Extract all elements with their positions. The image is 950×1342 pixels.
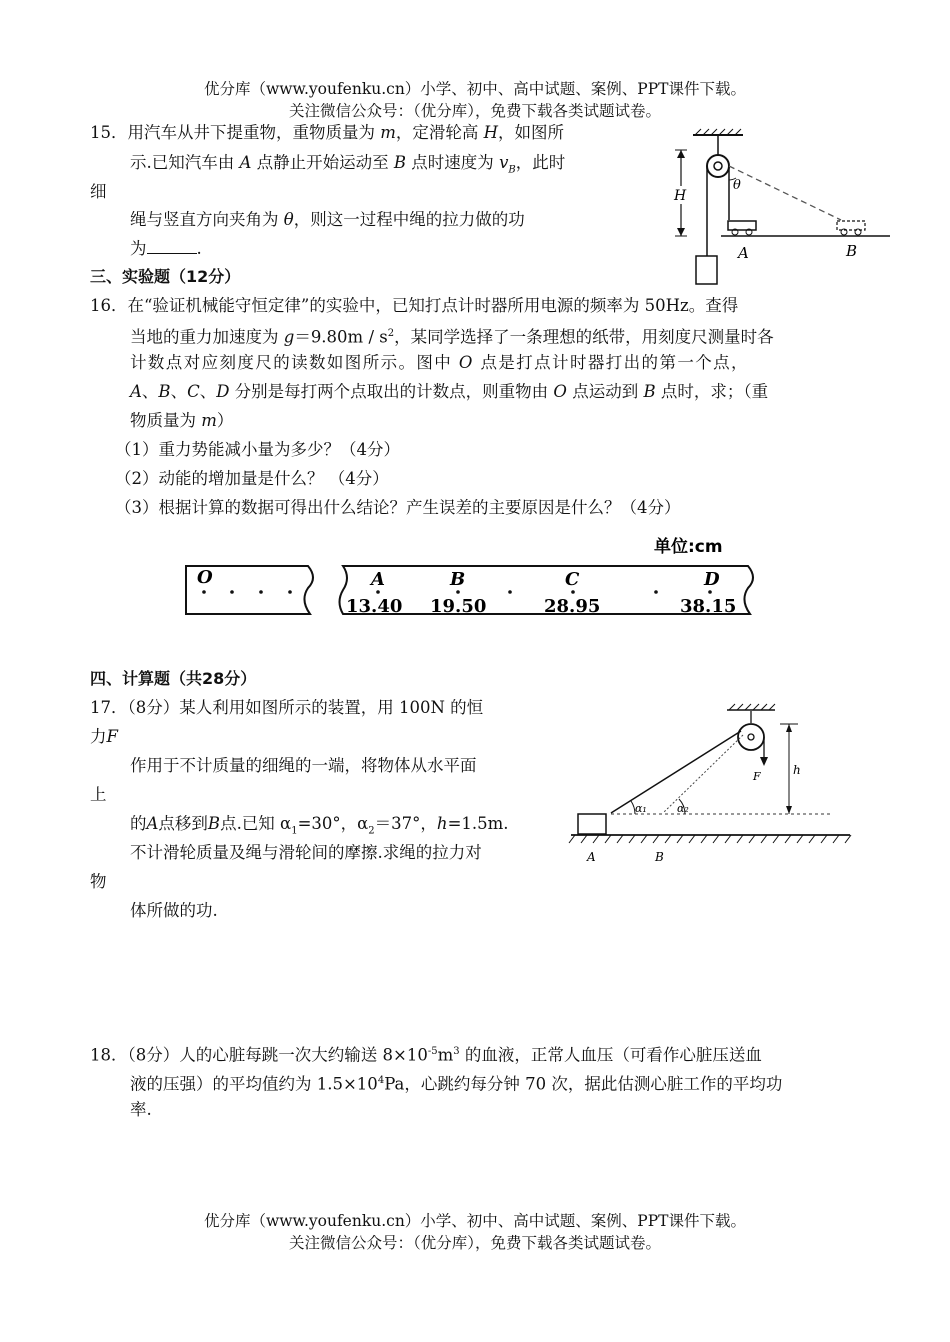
q16-text: ） — [216, 411, 234, 430]
var-F: F — [106, 727, 118, 746]
point-O-label: O — [197, 567, 213, 588]
q16-line-1 — [90, 294, 738, 318]
figure-17-pulley — [565, 698, 860, 868]
section-4-title: 四、计算题（共28分） — [90, 669, 257, 688]
q16-part-1: （1）重力势能减小量为多少？（4分） — [115, 440, 400, 459]
q17-line-1 — [90, 696, 483, 720]
point-A-label: A — [371, 569, 385, 590]
var-B: B — [393, 153, 407, 172]
block — [578, 814, 606, 834]
q16-line-5 — [130, 409, 233, 433]
q16-part-2: （2）动能的增加量是什么？ （4分） — [115, 469, 389, 488]
alpha1-label: α₁ — [635, 802, 647, 815]
ground-hatch — [569, 835, 851, 843]
superscript: -5 — [427, 1046, 438, 1057]
q15-text: ，如图所 — [498, 123, 565, 142]
q15-text: 点静止开始运动至 — [251, 153, 394, 172]
q18-text: 液的压强）的平均值约为 1.5×10 — [130, 1074, 378, 1094]
car-b — [837, 221, 865, 230]
B-label: B — [655, 850, 664, 864]
var-A: A — [130, 382, 142, 401]
pulley-wheel — [707, 155, 729, 177]
pulley-axle — [714, 162, 722, 170]
var-D: D — [216, 382, 230, 401]
superscript: 2 — [387, 328, 395, 339]
rope-to-B — [663, 735, 743, 813]
q16-number: 16． — [90, 296, 128, 315]
q16-line-4 — [130, 380, 768, 404]
force-arrow — [760, 757, 768, 766]
figure-16-paper-tape — [178, 530, 768, 622]
superscript: 4 — [377, 1075, 385, 1086]
q17-line-6: 不计滑轮质量及绳与滑轮间的摩擦.求绳的拉力对 — [130, 843, 482, 862]
var-O: O — [553, 382, 567, 401]
A-label: A — [738, 244, 749, 262]
subscript: 1 — [291, 825, 298, 837]
var-A: A — [146, 814, 159, 833]
weight — [696, 256, 717, 284]
q16-text: ，某同学选择了一条理想的纸带，用刻度尺测量时各 — [394, 327, 774, 347]
q16-text: 点是打点计时器打出的第一个点， — [473, 353, 749, 372]
q15-text: 用汽车从井下提重物，重物质量为 — [127, 123, 381, 142]
rope-to-car-b — [729, 166, 841, 220]
q17-text: 点移到 — [158, 814, 208, 833]
var-A: A — [239, 153, 252, 172]
point-C-label: C — [565, 569, 580, 590]
q16-part-3: （3）根据计算的数据可得出什么结论？产生误差的主要原因是什么？（4分） — [115, 498, 681, 517]
footer-line-1: 优分库（www.youfenku.cn）小学、初中、高中试题、案例、PPT课件下载。 — [203, 1212, 747, 1230]
q18-text: （8分）人的心脏每跳一次大约输送 8×10 — [127, 1045, 428, 1065]
unit-label: 单位:cm — [654, 537, 723, 557]
q15-line-3: 细 — [90, 182, 107, 201]
var-v-sub: B — [508, 164, 516, 176]
q15-text: 为 — [130, 239, 147, 258]
q15-text: ，此时 — [515, 153, 566, 172]
car-a — [728, 221, 756, 230]
reading-C: 28.95 — [544, 596, 601, 617]
q15-text: . — [196, 239, 202, 258]
q16-line-3 — [130, 351, 749, 375]
q15-line-2 — [130, 151, 565, 182]
F-label: F — [753, 770, 761, 783]
reading-D: 38.15 — [680, 596, 737, 617]
q16-line-2 — [130, 322, 774, 350]
tape-dots — [202, 590, 712, 594]
var-C: C — [187, 382, 200, 401]
q16-text: 在“验证机械能守恒定律”的实验中，已知打点计时器所用电源的频率为 50Hz。查得 — [127, 296, 739, 315]
q16-text: 点运动到 — [566, 382, 644, 401]
reading-B: 19.50 — [430, 596, 487, 617]
q18-text: Pa，心跳约每分钟 70 次，据此估测心脏工作的平均功 — [384, 1074, 783, 1094]
reading-A: 13.40 — [346, 596, 403, 617]
q16-text: 分别是每打两个点取出的计数点，则重物由 — [229, 382, 554, 401]
q15-text: 绳与竖直方向夹角为 — [130, 210, 284, 229]
var-theta: θ — [283, 210, 294, 229]
q15-text: 示.已知汽车由 — [130, 153, 240, 172]
var-g: g — [283, 327, 295, 347]
q18-text: m — [437, 1045, 454, 1065]
q17-text: =30°，α — [297, 814, 369, 833]
q15-number: 15． — [90, 123, 128, 142]
var-O: O — [458, 353, 474, 372]
alpha2-label: α₂ — [677, 802, 689, 815]
q17-text: 力 — [90, 727, 107, 746]
q15-line-4 — [130, 208, 525, 232]
H-label: H — [674, 188, 687, 204]
q16-text: 当地的重力加速度为 — [130, 327, 284, 347]
answer-blank[interactable] — [147, 237, 197, 254]
var-m: m — [201, 411, 217, 430]
q16-text: 、 — [199, 382, 217, 401]
q17-text: 点.已知 α — [220, 814, 292, 833]
arrow-head-up — [786, 724, 792, 732]
point-B-label: B — [450, 569, 466, 590]
theta-label: θ — [733, 178, 741, 193]
superscript: 3 — [453, 1046, 460, 1057]
header-line-2: 关注微信公众号：（优分库），免费下载各类试题试卷。 — [288, 102, 661, 120]
point-D-label: D — [704, 569, 720, 590]
q18-line-1 — [90, 1040, 762, 1068]
header-line-1: 优分库（www.youfenku.cn）小学、初中、高中试题、案例、PPT课件下载。 — [203, 80, 747, 98]
arrow-head-up — [677, 150, 685, 158]
q16-text: 计数点对应刻度尺的读数如图所示。图中 — [130, 353, 459, 372]
q16-text: ＝9.80m / s — [294, 327, 388, 347]
q17-text: =1.5m. — [447, 814, 509, 833]
q17-line-5 — [130, 812, 509, 843]
arrow-head-down — [786, 806, 792, 814]
var-h: h — [436, 814, 448, 833]
q17-line-7: 物 — [90, 872, 107, 891]
page-footer — [0, 1210, 950, 1254]
var-H: H — [483, 123, 499, 142]
q18-line-3: 率. — [130, 1100, 152, 1119]
A-label: A — [587, 850, 596, 864]
q17-number: 17． — [90, 698, 128, 717]
q16-text: 点时，求；（重 — [655, 382, 769, 401]
var-B: B — [207, 814, 221, 833]
q15-text: ，定滑轮高 — [395, 123, 484, 142]
section-3-title: 三、实验题（12分） — [90, 267, 241, 286]
q16-text: 物质量为 — [130, 411, 202, 430]
page-header — [0, 78, 950, 122]
pulley-wheel — [738, 724, 764, 750]
q17-line-4: 上 — [90, 785, 107, 804]
B-label: B — [846, 242, 858, 260]
footer-line-2: 关注微信公众号：（优分库），免费下载各类试题试卷。 — [288, 1234, 661, 1252]
q15-line-1 — [90, 121, 564, 145]
q17-text: ＝37°， — [374, 814, 437, 833]
q18-text: 的血液，正常人血压（可看作心脏压送血 — [459, 1045, 762, 1065]
q17-line-2 — [90, 725, 118, 749]
q17-line-3: 作用于不计质量的细绳的一端，将物体从水平面 — [130, 756, 477, 775]
q15-line-5 — [130, 237, 202, 261]
subscript: 2 — [368, 825, 375, 837]
arrow-head-down — [677, 228, 685, 236]
q15-text: 点时速度为 — [406, 153, 500, 172]
var-m: m — [380, 123, 396, 142]
var-B: B — [643, 382, 656, 401]
h-label: h — [793, 763, 801, 777]
var-v: v — [499, 153, 509, 172]
q16-text: 、 — [141, 382, 159, 401]
q17-line-8: 体所做的功. — [130, 901, 218, 920]
pulley-axle — [748, 734, 754, 740]
q17-text: （8分）某人利用如图所示的装置，用 100N 的恒 — [127, 698, 484, 717]
car-b-wheel — [855, 229, 861, 235]
var-B: B — [158, 382, 171, 401]
q17-text: 的 — [130, 814, 147, 833]
ceiling-hatch — [729, 704, 775, 710]
q16-text: 、 — [170, 382, 188, 401]
q18-line-2 — [130, 1069, 782, 1097]
figure-15-pulley — [665, 128, 895, 288]
q18-number: 18． — [90, 1045, 128, 1065]
q15-text: ，则这一过程中绳的拉力做的功 — [293, 210, 525, 229]
